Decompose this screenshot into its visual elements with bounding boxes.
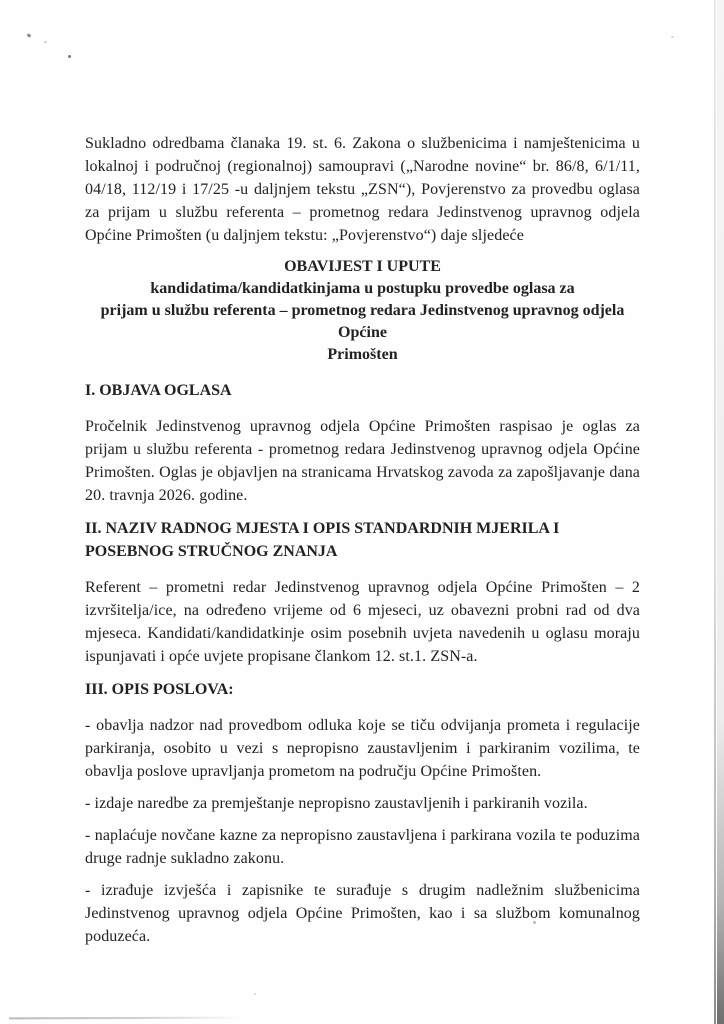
title-line: OBAVIJEST I UPUTE [284,258,441,275]
scan-speckle [671,36,674,38]
section-paragraph: Pročelnik Jedinstvenog upravnog odjela Općine Primošten raspisao je oglas za prijam u službu referenta - prometnog redara Jedinstvenog upravnog odjela Općine Primošten. Oglas je objavljen na stranicama Hrvatskog zavoda za zapošljavanje dana 20. travnja 2026. godine. [85,418,640,504]
scan-speckle [254,993,256,995]
document-title [85,256,640,366]
section-heading: I. OBJAVA OGLASA [85,382,232,399]
title-line: kandidatima/kandidatkinjama u postupku provedbe oglasa za [150,280,575,297]
section-heading: II. NAZIV RADNOG MJESTA I OPIS STANDARDNIH MJERILA I POSEBNOG STRUČNOG ZNANJA [85,520,560,560]
document-sections [85,379,640,948]
document-content [85,132,640,957]
intro-paragraph: Sukladno odredbama članaka 19. st. 6. Zakona o službenicima i namještenicima u lokalnoj i područnoj (regionalnoj) samoupravi („Narodne novine“ br. 86/8, 6/1/11, 04/18, 112/19 i 17/25 -u daljnjem tekstu „ZSN“), Povjerenstvo za provedbu oglasa za prijam u službu referenta – prometnog redara Jedinstvenog upravnog odjela Općine Primošten (u daljnjem tekstu: „Povjerenstvo“) daje sljedeće [85,135,640,244]
scan-speckle [27,33,32,38]
title-line: Primošten [327,346,398,363]
document-section [85,678,640,948]
scan-speckle [68,55,71,58]
section-paragraph: - izdaje naredbe za premještanje nepropisno zaustavljenih i parkiranih vozila. [85,795,588,812]
scan-edge-shadow-right [717,0,724,1024]
scan-edge-line-right [714,0,716,1024]
section-paragraph: Referent – prometni redar Jedinstvenog upravnog odjela Općine Primošten – 2 izvršitelja/ice, na određeno vrijeme od 6 mjeseci, uz obavezni probni rad od dva mjeseca. Kandidati/kandidatkinje osim posebnih uvjeta navedenih u oglasu moraju ispunjavati i opće uvjete propisane člankom 12. st.1. ZSN-a. [85,579,640,665]
scan-speckle [44,41,47,43]
document-section [85,379,640,507]
section-paragraph: - naplaćuje novčane kazne za nepropisno zaustavljena i parkirana vozila te poduzima druge radnje sukladno zakonu. [85,827,640,867]
section-paragraph: - obavlja nadzor nad provedbom odluka koje se tiču odvijanja prometa i regulacije parkiranja, osobito u vezi s nepropisno zaustavljenim i parkiranim vozilima, te obavlja poslove upravljanja prometom na području Općine Primošten. [85,717,640,780]
document-section [85,517,640,668]
section-heading: III. OPIS POSLOVA: [85,681,234,698]
section-paragraph: - izrađuje izvješća i zapisnike te surađuje s drugim nadležnim službenicima Jedinstvenog upravnog odjela Općine Primošten, kao i sa službom komunalnog poduzeća. [85,882,640,945]
scan-edge-line-bottom [9,1017,242,1020]
title-line: prijam u službu referenta – prometnog redara Jedinstvenog upravnog odjela Općine [100,302,625,341]
